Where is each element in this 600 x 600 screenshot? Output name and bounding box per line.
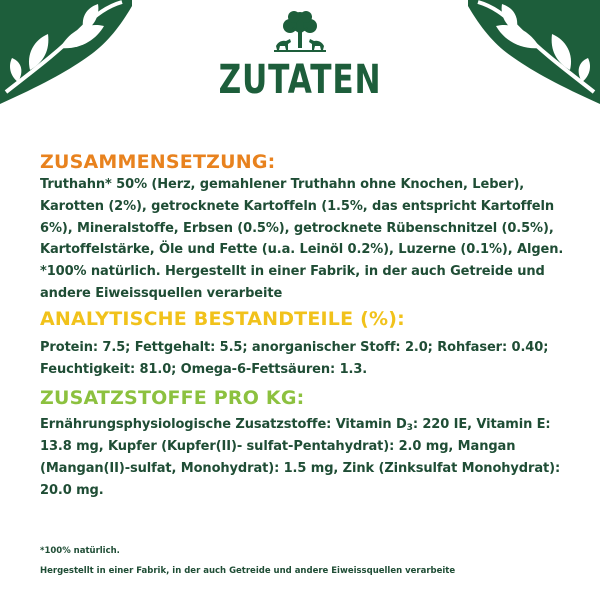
composition-text: Truthahn* 50% (Herz, gemahlener Truthahn ohne Knochen, Leber), Karotten (2%), getrocknete Kartoffeln (1.5%, das entspricht Kartoffeln 6%), Mineralstoffe, Erbsen (0.5%), getrocknete Rübenschnitzel (0.5%), Kartoffelstärke, Öle und Fette (u.a. Leinöl 0.2%), Luzerne (0.1%), Algen. *100% natürlich. Hergestellt in einer Fabrik, in der auch Getreide und andere Eiweissquellen verarbeite [40, 177, 564, 301]
page-title: ZUTATEN [218, 57, 382, 103]
additives-heading: ZUSATZSTOFFE PRO KG: [40, 387, 305, 410]
analytical-text: Protein: 7.5; Fettgehalt: 5.5; anorganischer Stoff: 2.0; Rohfaser: 0.40; Feuchtigkeit: 81.0; Omega-6-Fettsäuren: 1.3. [40, 339, 549, 377]
footnote-natural: *100% natürlich. [40, 546, 120, 556]
ingredients-content [40, 150, 570, 502]
additives-text [40, 414, 575, 501]
additives-text-end: : 220 IE, Vitamin E: 13.8 mg, Kupfer (Kupfer(II)- sulfat-Pentahydrat): 2.0 mg, Mangan (Mangan(II)-sulfat, Monohydrat): 1.5 mg, Zink (Zinksulfat Monohydrat): 20.0 mg. [40, 417, 561, 498]
footnotes [40, 544, 580, 578]
tree-with-animals-icon [270, 8, 330, 56]
composition-heading: ZUSAMMENSETZUNG: [40, 151, 276, 173]
analytical-heading: ANALYTISCHE BESTANDTEILE (%): [40, 307, 405, 330]
vitamin-d-subscript: 3 [406, 423, 413, 434]
footnote-factory: Hergestellt in einer Fabrik, in der auch Getreide und andere Eiweissquellen verarbeite [40, 566, 456, 576]
additives-text-start: Ernährungsphysiologische Zusatzstoffe: Vitamin D [40, 417, 407, 433]
